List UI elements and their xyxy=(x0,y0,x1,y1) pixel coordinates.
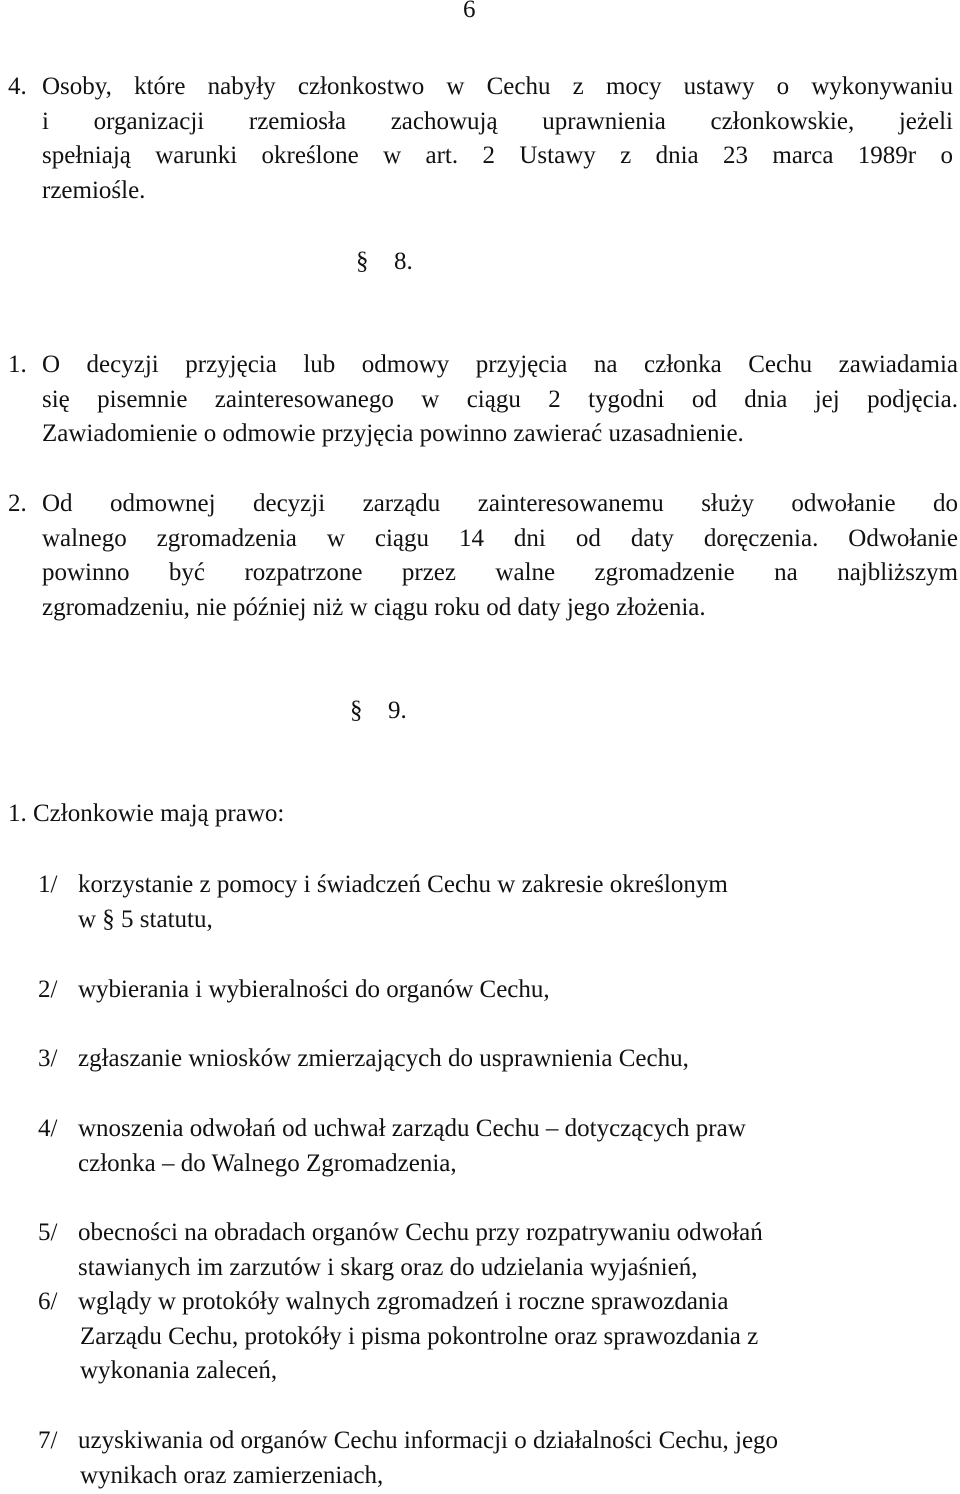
list-item-number: 5/ xyxy=(38,1219,58,1246)
text-line: walnego zgromadzenia w ciągu 14 dni od daty doręczenia. Odwołanie xyxy=(42,524,958,552)
text-line: zgłaszanie wniosków zmierzających do usprawnienia Cechu, xyxy=(78,1045,689,1072)
text-line: w § 5 statutu, xyxy=(78,905,213,933)
text-line: Zarządu Cechu, protokóły i pisma pokontrolne oraz sprawozdania z xyxy=(80,1322,759,1350)
text-line: O decyzji przyjęcia lub odmowy przyjęcia na członka Cechu zawiadamia xyxy=(42,351,958,378)
list-item xyxy=(38,973,938,1008)
list-item xyxy=(38,1042,938,1077)
text-line: wybierania i wybieralności do organów Cechu, xyxy=(78,976,550,1003)
text-line: zgromadzeniu, nie później niż w ciągu roku od daty jego złożenia. xyxy=(42,593,706,621)
text-line: wykonania zaleceń, xyxy=(80,1357,278,1384)
section-9-paragraph-1 xyxy=(8,797,508,832)
section-8-paragraph-2 xyxy=(8,487,958,625)
section-label: 8. xyxy=(394,248,413,275)
section-symbol: § xyxy=(350,697,363,724)
list-item-number: 7/ xyxy=(38,1427,58,1454)
section-label: 9. xyxy=(388,697,407,724)
list-item-number: 1/ xyxy=(38,871,58,898)
paragraph-number: 1. xyxy=(8,800,27,827)
text-line: korzystanie z pomocy i świadczeń Cechu w zakresie określonym xyxy=(78,871,728,898)
paragraph-number: 1. xyxy=(8,351,27,378)
text-line: wynikach oraz zamierzeniach, xyxy=(80,1461,384,1489)
section-heading-8 xyxy=(356,248,413,276)
text-line: i organizacji rzemiosła zachowują uprawnienia członkowskie, jeżeli xyxy=(42,107,953,135)
text-line: Osoby, które nabyły członkostwo w Cechu z mocy ustawy o wykonywaniu xyxy=(42,73,953,100)
text-line: wnoszenia odwołań od uchwał zarządu Cechu – dotyczących praw xyxy=(78,1115,746,1142)
list-item xyxy=(38,1216,938,1285)
text-line: Zawiadomienie o odmowie przyjęcia powinno zawierać uzasadnienie. xyxy=(42,420,744,447)
text-line: się pisemnie zainteresowanego w ciągu 2 tygodni od dnia jej podjęcia. xyxy=(42,385,958,413)
text-line: uzyskiwania od organów Cechu informacji o działalności Cechu, jego xyxy=(78,1427,779,1454)
section-symbol: § xyxy=(356,248,369,275)
paragraph-number: 4. xyxy=(8,73,27,100)
paragraph-text: Członkowie mają prawo: xyxy=(33,800,285,827)
list-item-number: 4/ xyxy=(38,1115,58,1142)
paragraph-4 xyxy=(8,70,953,208)
list-item-number: 6/ xyxy=(38,1288,58,1315)
text-line: wglądy w protokóły walnych zgromadzeń i roczne sprawozdania xyxy=(78,1288,729,1315)
text-line: obecności na obradach organów Cechu przy rozpatrywaniu odwołań xyxy=(78,1219,763,1246)
page-number: 6 xyxy=(463,0,476,23)
text-line: członka – do Walnego Zgromadzenia, xyxy=(78,1149,457,1177)
list-item xyxy=(38,1112,938,1181)
list-item xyxy=(38,1424,938,1493)
list-item-number: 2/ xyxy=(38,976,58,1003)
text-line: powinno być rozpatrzone przez walne zgromadzenie na najbliższym xyxy=(42,559,958,586)
section-8-paragraph-1 xyxy=(8,348,958,452)
paragraph-number: 2. xyxy=(8,490,27,517)
text-line: spełniają warunki określone w art. 2 Ustawy z dnia 23 marca 1989r o xyxy=(42,142,953,169)
text-line: stawianych im zarzutów i skarg oraz do udzielania wyjaśnień, xyxy=(78,1253,698,1281)
section-heading-9 xyxy=(350,697,407,725)
text-line: Od odmownej decyzji zarządu zainteresowanemu służy odwołanie do xyxy=(42,490,958,517)
text-line: rzemiośle. xyxy=(42,176,146,204)
list-item xyxy=(38,1285,938,1389)
list-item-number: 3/ xyxy=(38,1045,58,1072)
list-item xyxy=(38,868,938,937)
